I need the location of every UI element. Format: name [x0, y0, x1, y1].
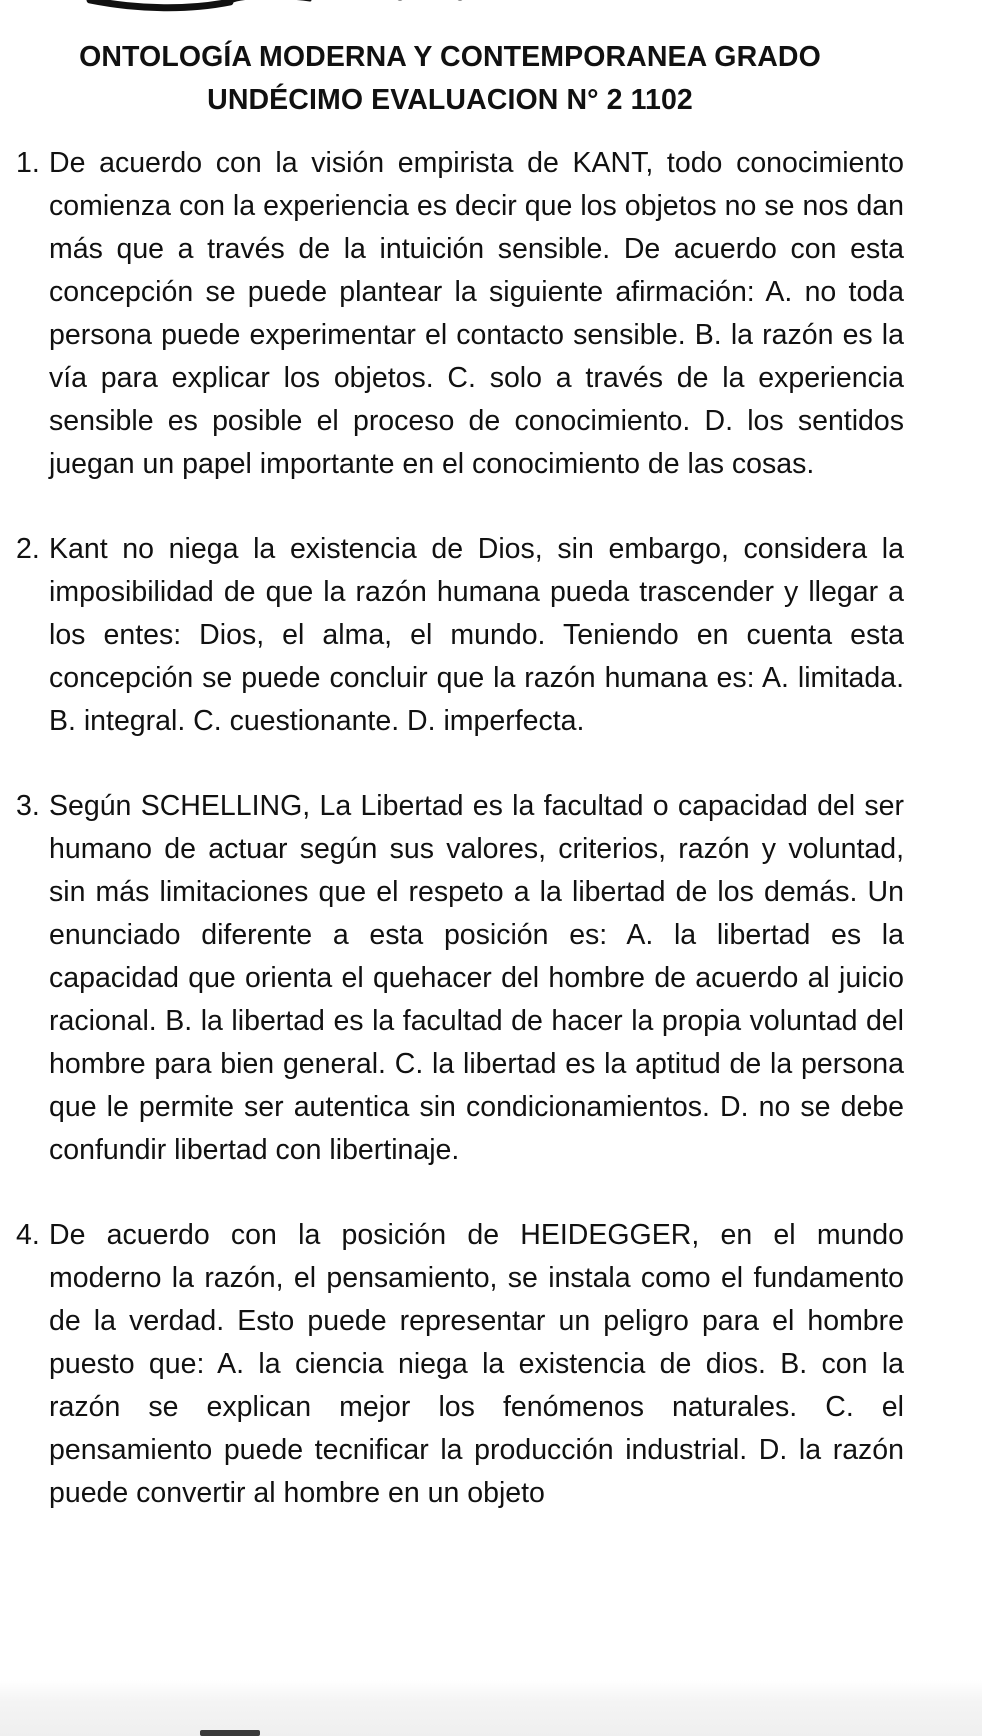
question-text: Según SCHELLING, La Libertad es la facultad o capacidad del ser humano de actuar según sus valores, criterios, razón y voluntad, sin más limitaciones que el respeto a la libertad de los demás. Un enunciado diferente a esta posición es: A. la libertad es la capacidad que orienta el quehacer del hombre de acuerdo al juicio racional. B. la libertad es la facultad de hacer la propia voluntad del hombre para bien general. C. la libertad es la aptitud de la persona que le permite ser autentica sin condicionamientos. D. no se debe confundir libertad con libertinaje. [49, 790, 904, 1166]
title-line-1: ONTOLOGÍA MODERNA Y CONTEMPORANEA GRADO [79, 41, 821, 73]
question-3 [16, 785, 904, 1172]
question-text: De acuerdo con la visión empirista de KANT, todo conocimiento comienza con la experiencia es decir que los objetos no se nos dan más que a través de la intuición sensible. De acuerdo con esta concepción se puede plantear la siguiente afirmación: A. no toda persona puede experimentar el contacto sensible. B. la razón es la vía para explicar los objetos. C. solo a través de la experiencia sensible es posible el proceso de conocimiento. D. los sentidos juegan un papel importante en el conocimiento de las cosas. [49, 147, 904, 480]
question-list [16, 142, 904, 1557]
document-title [0, 36, 900, 122]
question-2 [16, 528, 904, 743]
bottom-toolbar-edge [0, 1712, 982, 1736]
question-number: 4. [16, 1219, 40, 1251]
question-text: De acuerdo con la posición de HEIDEGGER, en el mundo moderno la razón, el pensamiento, se instala como el fundamento de la verdad. Esto puede representar un peligro para el hombre puesto que: A. la ciencia niega la existencia de dios. B. con la razón se explican mejor los fenómenos naturales. C. el pensamiento puede tecnificar la producción industrial. D. la razón puede convertir al hombre en un objeto [49, 1219, 904, 1509]
toolbar-handle[interactable] [200, 1730, 260, 1736]
title-line-2: UNDÉCIMO EVALUACION N° 2 1102 [207, 84, 693, 116]
question-number: 2. [16, 533, 40, 565]
question-number: 3. [16, 790, 40, 822]
question-1 [16, 142, 904, 486]
question-number: 1. [16, 147, 40, 179]
top-edge-scribble [80, 0, 500, 16]
question-text: Kant no niega la existencia de Dios, sin embargo, considera la imposibilidad de que la razón humana pueda trascender y llegar a los entes: Dios, el alma, el mundo. Teniendo en cuenta esta concepción se puede concluir que la razón humana es: A. limitada. B. integral. C. cuestionante. D. imperfecta. [49, 533, 904, 737]
question-4 [16, 1214, 904, 1515]
